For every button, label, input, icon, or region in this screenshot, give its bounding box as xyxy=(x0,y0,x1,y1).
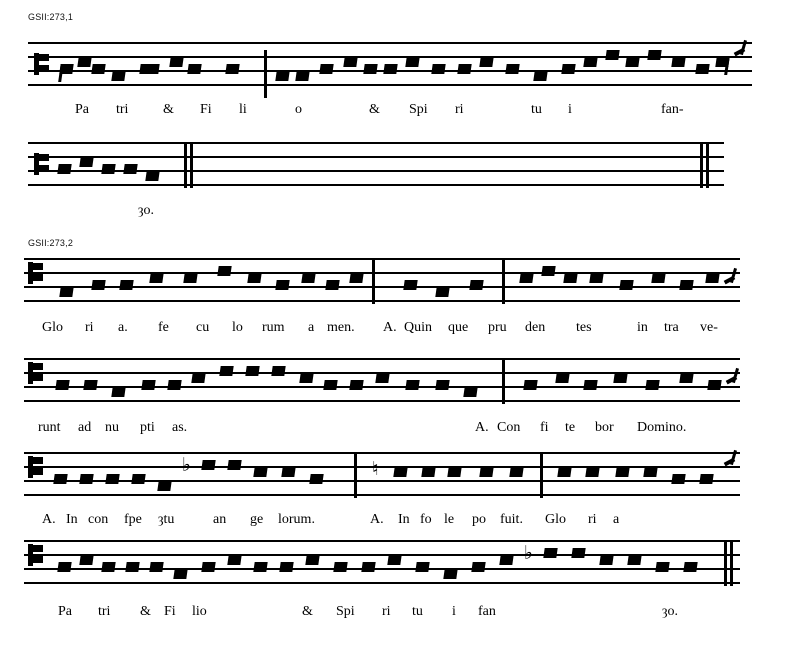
note xyxy=(343,57,357,67)
staff-system-1-1 xyxy=(28,42,752,86)
staff-line xyxy=(24,582,740,584)
note xyxy=(91,280,105,290)
lyric-syllable: A. xyxy=(383,320,397,335)
lyric-syllable: le xyxy=(444,512,455,527)
note xyxy=(509,467,523,477)
note xyxy=(275,280,289,290)
lyric-syllable: & xyxy=(140,604,151,619)
staff-line xyxy=(24,272,740,274)
note xyxy=(421,467,435,477)
note xyxy=(563,273,577,283)
staff-line xyxy=(24,358,740,360)
lyric-syllable: cu xyxy=(196,320,210,335)
note xyxy=(651,273,665,283)
note xyxy=(519,273,533,283)
note xyxy=(405,57,419,67)
lyric-syllable: A. xyxy=(370,512,384,527)
lyric-syllable: a xyxy=(308,320,315,335)
note xyxy=(253,467,267,477)
note xyxy=(479,467,493,477)
note xyxy=(125,562,139,572)
lyric-syllable: que xyxy=(448,320,469,335)
lyric-syllable: men. xyxy=(327,320,355,335)
note xyxy=(605,50,619,60)
staff-line xyxy=(28,142,724,144)
lyric-syllable: ve- xyxy=(700,320,718,335)
lyric-syllable: Pa xyxy=(75,102,89,117)
barline xyxy=(264,50,267,98)
note xyxy=(679,373,693,383)
lyric-syllable: lorum. xyxy=(278,512,315,527)
staff-line xyxy=(28,56,752,58)
lyric-syllable: Con xyxy=(497,420,521,435)
barline xyxy=(372,258,375,304)
note xyxy=(275,71,289,81)
note xyxy=(571,548,585,558)
note xyxy=(301,273,315,283)
barline xyxy=(502,358,505,404)
note xyxy=(173,569,187,579)
note xyxy=(541,266,555,276)
lyric-syllable: te xyxy=(565,420,576,435)
lyric-syllable: Spi xyxy=(409,102,428,117)
note xyxy=(583,57,597,67)
section-label-2: GSII:273,2 xyxy=(28,238,74,248)
note xyxy=(479,57,493,67)
note xyxy=(555,373,569,383)
lyric-syllable: tes xyxy=(576,320,592,335)
note xyxy=(643,467,657,477)
lyric-syllable: fuit. xyxy=(500,512,523,527)
note xyxy=(671,57,685,67)
custos-icon xyxy=(734,44,750,60)
c-clef-icon xyxy=(28,362,43,384)
note xyxy=(149,273,163,283)
note xyxy=(245,366,259,376)
lyric-syllable: Spi xyxy=(336,604,355,619)
note xyxy=(325,280,339,290)
lyric-syllable: in xyxy=(637,320,648,335)
note xyxy=(471,562,485,572)
note xyxy=(447,467,461,477)
note xyxy=(695,64,709,74)
lyric-syllable: Fi xyxy=(200,102,212,117)
note xyxy=(543,548,557,558)
note xyxy=(715,57,729,67)
note xyxy=(139,64,159,74)
note xyxy=(393,467,407,477)
barline xyxy=(540,452,543,498)
note xyxy=(91,64,105,74)
note xyxy=(647,50,661,60)
note xyxy=(405,380,419,390)
barline-double xyxy=(724,540,727,586)
note xyxy=(333,562,347,572)
note xyxy=(111,387,125,397)
note xyxy=(141,380,155,390)
lyric-syllable: o xyxy=(295,102,302,117)
lyric-syllable: fan- xyxy=(661,102,684,117)
note xyxy=(499,555,513,565)
lyric-syllable: a xyxy=(613,512,620,527)
note xyxy=(101,164,115,174)
note xyxy=(533,71,547,81)
note xyxy=(149,562,163,572)
note xyxy=(615,467,629,477)
lyric-syllable: fi xyxy=(540,420,549,435)
lyric-syllable: bor xyxy=(595,420,614,435)
lyric-syllable: Glo xyxy=(42,320,63,335)
section-label-1: GSII:273,1 xyxy=(28,12,74,22)
note xyxy=(415,562,429,572)
lyric-syllable: i xyxy=(452,604,456,619)
lyric-syllable: ȝo. xyxy=(138,203,155,218)
staff-line xyxy=(24,540,740,542)
staff-line xyxy=(24,466,740,468)
note xyxy=(79,555,93,565)
lyric-syllable: In xyxy=(66,512,78,527)
note xyxy=(281,467,295,477)
lyric-syllable: & xyxy=(302,604,313,619)
staff-lines xyxy=(24,452,740,496)
note xyxy=(191,373,205,383)
note xyxy=(319,64,333,74)
lyric-syllable: nu xyxy=(105,420,119,435)
custos-icon xyxy=(726,372,742,388)
note xyxy=(705,273,719,283)
note xyxy=(79,474,93,484)
note xyxy=(55,380,69,390)
lyric-syllable: con xyxy=(88,512,109,527)
lyric-syllable: tu xyxy=(412,604,423,619)
note xyxy=(57,164,71,174)
lyric-syllable: ge xyxy=(250,512,264,527)
note xyxy=(279,562,293,572)
note xyxy=(599,555,613,565)
staff-line xyxy=(24,386,740,388)
c-clef-icon xyxy=(34,53,49,75)
note xyxy=(469,280,483,290)
note xyxy=(655,562,669,572)
lyric-syllable: po xyxy=(472,512,486,527)
staff-system-2-1 xyxy=(24,258,740,302)
lyric-syllable: tu xyxy=(531,102,542,117)
lyric-syllable: runt xyxy=(38,420,61,435)
note xyxy=(463,387,477,397)
lyric-syllable: fo xyxy=(420,512,432,527)
note xyxy=(625,57,639,67)
barline-double xyxy=(700,142,703,188)
lyric-syllable: a. xyxy=(118,320,128,335)
note xyxy=(443,569,457,579)
note xyxy=(323,380,337,390)
note xyxy=(361,562,375,572)
note xyxy=(253,562,267,572)
note xyxy=(105,474,119,484)
note xyxy=(309,474,323,484)
note xyxy=(53,474,67,484)
note xyxy=(157,481,171,491)
note xyxy=(299,373,313,383)
note xyxy=(505,64,519,74)
staff-system-2-2 xyxy=(24,358,740,402)
lyric-syllable: lo xyxy=(232,320,243,335)
lyric-syllable: den xyxy=(525,320,546,335)
staff-line xyxy=(24,494,740,496)
note xyxy=(167,380,181,390)
lyric-syllable: In xyxy=(398,512,410,527)
note xyxy=(349,273,363,283)
lyric-syllable: A. xyxy=(42,512,56,527)
lyric-syllable: ri xyxy=(85,320,94,335)
note xyxy=(79,157,93,167)
c-clef-icon xyxy=(34,153,49,175)
lyric-syllable: ȝtu xyxy=(158,512,175,527)
staff-line xyxy=(24,258,740,260)
note xyxy=(77,57,91,67)
note xyxy=(183,273,197,283)
note xyxy=(83,380,97,390)
note xyxy=(219,366,233,376)
note xyxy=(679,280,693,290)
lyric-syllable: Quin xyxy=(404,320,432,335)
lyric-syllable: ri xyxy=(382,604,391,619)
c-clef-icon xyxy=(28,544,43,566)
note xyxy=(583,380,597,390)
note xyxy=(59,64,73,74)
note xyxy=(375,373,389,383)
note xyxy=(201,460,215,470)
lyric-syllable: i xyxy=(568,102,572,117)
lyric-syllable: as. xyxy=(172,420,188,435)
staff-line xyxy=(28,42,752,44)
note xyxy=(201,562,215,572)
note xyxy=(557,467,571,477)
lyric-syllable: A. xyxy=(475,420,489,435)
lyric-syllable: ad xyxy=(78,420,92,435)
lyric-syllable: Domino. xyxy=(637,420,687,435)
lyric-syllable: Glo xyxy=(545,512,566,527)
note xyxy=(523,380,537,390)
staff-line xyxy=(24,452,740,454)
note xyxy=(225,64,239,74)
note xyxy=(645,380,659,390)
lyric-syllable: Pa xyxy=(58,604,72,619)
c-clef-icon xyxy=(28,456,43,478)
lyric-syllable: an xyxy=(213,512,227,527)
staff-system-2-4 xyxy=(24,540,740,584)
note xyxy=(227,555,241,565)
note xyxy=(247,273,261,283)
lyric-syllable: Fi xyxy=(164,604,176,619)
note xyxy=(295,71,309,81)
lyric-syllable: tra xyxy=(664,320,679,335)
note xyxy=(671,474,685,484)
staff-line xyxy=(24,300,740,302)
note xyxy=(349,380,363,390)
staff-line xyxy=(28,156,724,158)
note xyxy=(431,64,445,74)
lyric-syllable: & xyxy=(163,102,174,117)
note xyxy=(123,164,137,174)
note xyxy=(271,366,285,376)
natural-icon: ♮ xyxy=(372,458,379,480)
lyric-syllable: pti xyxy=(140,420,155,435)
note xyxy=(457,64,471,74)
lyric-syllable: fe xyxy=(158,320,169,335)
note xyxy=(363,64,377,74)
lyric-syllable: ȝo. xyxy=(662,604,679,619)
note xyxy=(101,562,115,572)
lyric-syllable: fpe xyxy=(124,512,142,527)
lyric-syllable: ri xyxy=(455,102,464,117)
note xyxy=(169,57,183,67)
note xyxy=(145,171,159,181)
lyric-syllable: pru xyxy=(488,320,507,335)
note xyxy=(619,280,633,290)
note xyxy=(305,555,319,565)
lyric-syllable: tri xyxy=(98,604,111,619)
staff-system-1-2 xyxy=(28,142,724,186)
note xyxy=(589,273,603,283)
staff-line xyxy=(28,184,724,186)
barline-double xyxy=(184,142,187,188)
staff-system-2-3 xyxy=(24,452,740,496)
note xyxy=(707,380,721,390)
lyric-syllable: & xyxy=(369,102,380,117)
c-clef-icon xyxy=(28,262,43,284)
note xyxy=(585,467,599,477)
flat-icon: ♭ xyxy=(182,454,191,476)
lyric-syllable: tri xyxy=(116,102,129,117)
lyric-syllable: li xyxy=(239,102,247,117)
note xyxy=(683,562,697,572)
note xyxy=(119,280,133,290)
note xyxy=(435,287,449,297)
note xyxy=(387,555,401,565)
staff-line xyxy=(28,84,752,86)
custos-icon xyxy=(724,454,740,470)
note xyxy=(383,64,397,74)
note xyxy=(561,64,575,74)
note xyxy=(131,474,145,484)
note xyxy=(227,460,241,470)
note xyxy=(187,64,201,74)
barline xyxy=(502,258,505,304)
note xyxy=(403,280,417,290)
note xyxy=(217,266,231,276)
note xyxy=(59,287,73,297)
lyric-syllable: ri xyxy=(588,512,597,527)
lyric-syllable: rum xyxy=(262,320,285,335)
barline xyxy=(354,452,357,498)
note xyxy=(435,380,449,390)
note xyxy=(57,562,71,572)
note xyxy=(111,71,125,81)
custos-icon xyxy=(724,272,740,288)
flat-icon: ♭ xyxy=(524,542,533,564)
staff-line xyxy=(24,400,740,402)
note xyxy=(627,555,641,565)
note xyxy=(613,373,627,383)
note xyxy=(699,474,713,484)
lyric-syllable: lio xyxy=(192,604,207,619)
lyric-syllable: fan xyxy=(478,604,496,619)
